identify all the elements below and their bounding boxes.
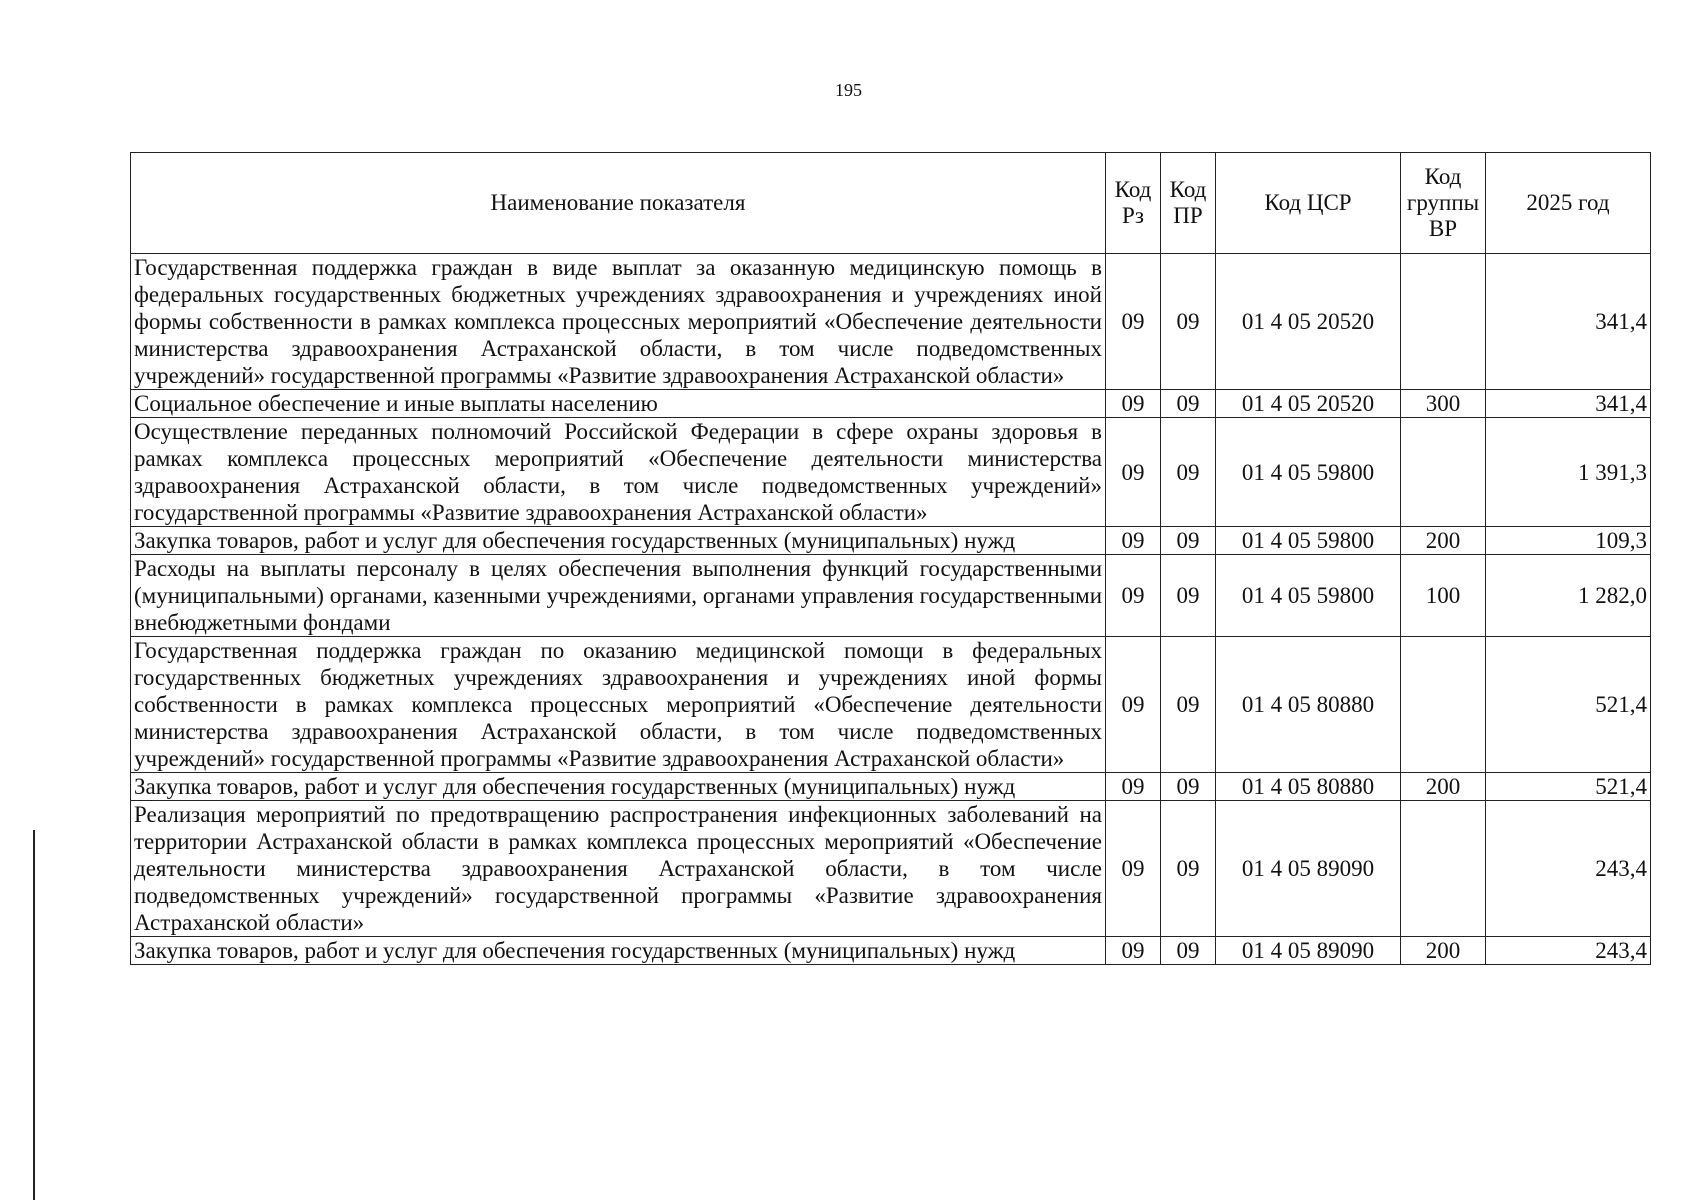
row-name: Закупка товаров, работ и услуг для обеспечения государственных (муниципальных) нужд xyxy=(131,773,1106,801)
scan-edge-line xyxy=(33,830,35,1200)
row-value: 1 282,0 xyxy=(1486,555,1651,637)
header-rz: Код Рз xyxy=(1106,153,1161,254)
row-pr: 09 xyxy=(1161,254,1216,390)
row-rz: 09 xyxy=(1106,937,1161,965)
row-csr: 01 4 05 59800 xyxy=(1216,527,1401,555)
row-csr: 01 4 05 89090 xyxy=(1216,937,1401,965)
row-value: 341,4 xyxy=(1486,390,1651,418)
row-value: 1 391,3 xyxy=(1486,418,1651,527)
row-vr xyxy=(1401,801,1486,937)
row-value: 521,4 xyxy=(1486,637,1651,773)
table-row xyxy=(131,555,1651,637)
row-pr: 09 xyxy=(1161,637,1216,773)
row-name: Социальное обеспечение и иные выплаты населению xyxy=(131,390,1106,418)
row-value: 341,4 xyxy=(1486,254,1651,390)
row-name: Расходы на выплаты персоналу в целях обеспечения выполнения функций государственными (муниципальными) органами, казенными учреждениями, органами управления государственными внебюджетными фондами xyxy=(131,555,1106,637)
header-vr: Код группы ВР xyxy=(1401,153,1486,254)
row-name: Государственная поддержка граждан по оказанию медицинской помощи в федеральных государственных бюджетных учреждениях здравоохранения и учреждениях иной формы собственности в рамках комплекса процессных мероприятий «Обеспечение деятельности министерства здравоохранения Астраханской области, в том числе подведомственных учреждений» государственной программы «Развитие здравоохранения Астраханской области» xyxy=(131,637,1106,773)
table-row xyxy=(131,773,1651,801)
row-name: Реализация мероприятий по предотвращению распространения инфекционных заболеваний на территории Астраханской области в рамках комплекса процессных мероприятий «Обеспечение деятельности министерства здравоохранения Астраханской области, в том числе подведомственных учреждений» государственной программы «Развитие здравоохранения Астраханской области» xyxy=(131,801,1106,937)
table-header-row xyxy=(131,153,1651,254)
header-csr: Код ЦСР xyxy=(1216,153,1401,254)
row-pr: 09 xyxy=(1161,773,1216,801)
row-pr: 09 xyxy=(1161,418,1216,527)
header-year: 2025 год xyxy=(1486,153,1651,254)
row-rz: 09 xyxy=(1106,527,1161,555)
row-value: 243,4 xyxy=(1486,801,1651,937)
row-name: Закупка товаров, работ и услуг для обеспечения государственных (муниципальных) нужд xyxy=(131,937,1106,965)
row-pr: 09 xyxy=(1161,937,1216,965)
table-row xyxy=(131,254,1651,390)
row-rz: 09 xyxy=(1106,773,1161,801)
page-number: 195 xyxy=(835,80,862,100)
row-vr xyxy=(1401,637,1486,773)
row-csr: 01 4 05 59800 xyxy=(1216,418,1401,527)
row-csr: 01 4 05 59800 xyxy=(1216,555,1401,637)
row-csr: 01 4 05 20520 xyxy=(1216,254,1401,390)
row-name: Осуществление переданных полномочий Российской Федерации в сфере охраны здоровья в рамках комплекса процессных мероприятий «Обеспечение деятельности министерства здравоохранения Астраханской области, в том числе подведомственных учреждений» государственной программы «Развитие здравоохранения Астраханской области» xyxy=(131,418,1106,527)
row-vr xyxy=(1401,254,1486,390)
table-row xyxy=(131,390,1651,418)
row-csr: 01 4 05 80880 xyxy=(1216,637,1401,773)
row-value: 109,3 xyxy=(1486,527,1651,555)
row-rz: 09 xyxy=(1106,801,1161,937)
table-row xyxy=(131,937,1651,965)
row-rz: 09 xyxy=(1106,390,1161,418)
row-value: 521,4 xyxy=(1486,773,1651,801)
row-value: 243,4 xyxy=(1486,937,1651,965)
table-row xyxy=(131,801,1651,937)
header-pr: Код ПР xyxy=(1161,153,1216,254)
row-name: Закупка товаров, работ и услуг для обеспечения государственных (муниципальных) нужд xyxy=(131,527,1106,555)
row-pr: 09 xyxy=(1161,555,1216,637)
row-csr: 01 4 05 80880 xyxy=(1216,773,1401,801)
row-csr: 01 4 05 89090 xyxy=(1216,801,1401,937)
row-vr xyxy=(1401,418,1486,527)
header-name: Наименование показателя xyxy=(131,153,1106,254)
row-vr: 300 xyxy=(1401,390,1486,418)
row-rz: 09 xyxy=(1106,418,1161,527)
row-name: Государственная поддержка граждан в виде выплат за оказанную медицинскую помощь в федеральных государственных бюджетных учреждениях здравоохранения и учреждениях иной формы собственности в рамках комплекса процессных мероприятий «Обеспечение деятельности министерства здравоохранения Астраханской области, в том числе подведомственных учреждений» государственной программы «Развитие здравоохранения Астраханской области» xyxy=(131,254,1106,390)
row-vr: 100 xyxy=(1401,555,1486,637)
row-rz: 09 xyxy=(1106,555,1161,637)
row-pr: 09 xyxy=(1161,527,1216,555)
row-pr: 09 xyxy=(1161,801,1216,937)
row-csr: 01 4 05 20520 xyxy=(1216,390,1401,418)
table-row xyxy=(131,418,1651,527)
table-row xyxy=(131,527,1651,555)
row-vr: 200 xyxy=(1401,527,1486,555)
row-rz: 09 xyxy=(1106,254,1161,390)
row-rz: 09 xyxy=(1106,637,1161,773)
row-vr: 200 xyxy=(1401,773,1486,801)
table-row xyxy=(131,637,1651,773)
row-pr: 09 xyxy=(1161,390,1216,418)
row-vr: 200 xyxy=(1401,937,1486,965)
budget-table xyxy=(130,152,1651,965)
